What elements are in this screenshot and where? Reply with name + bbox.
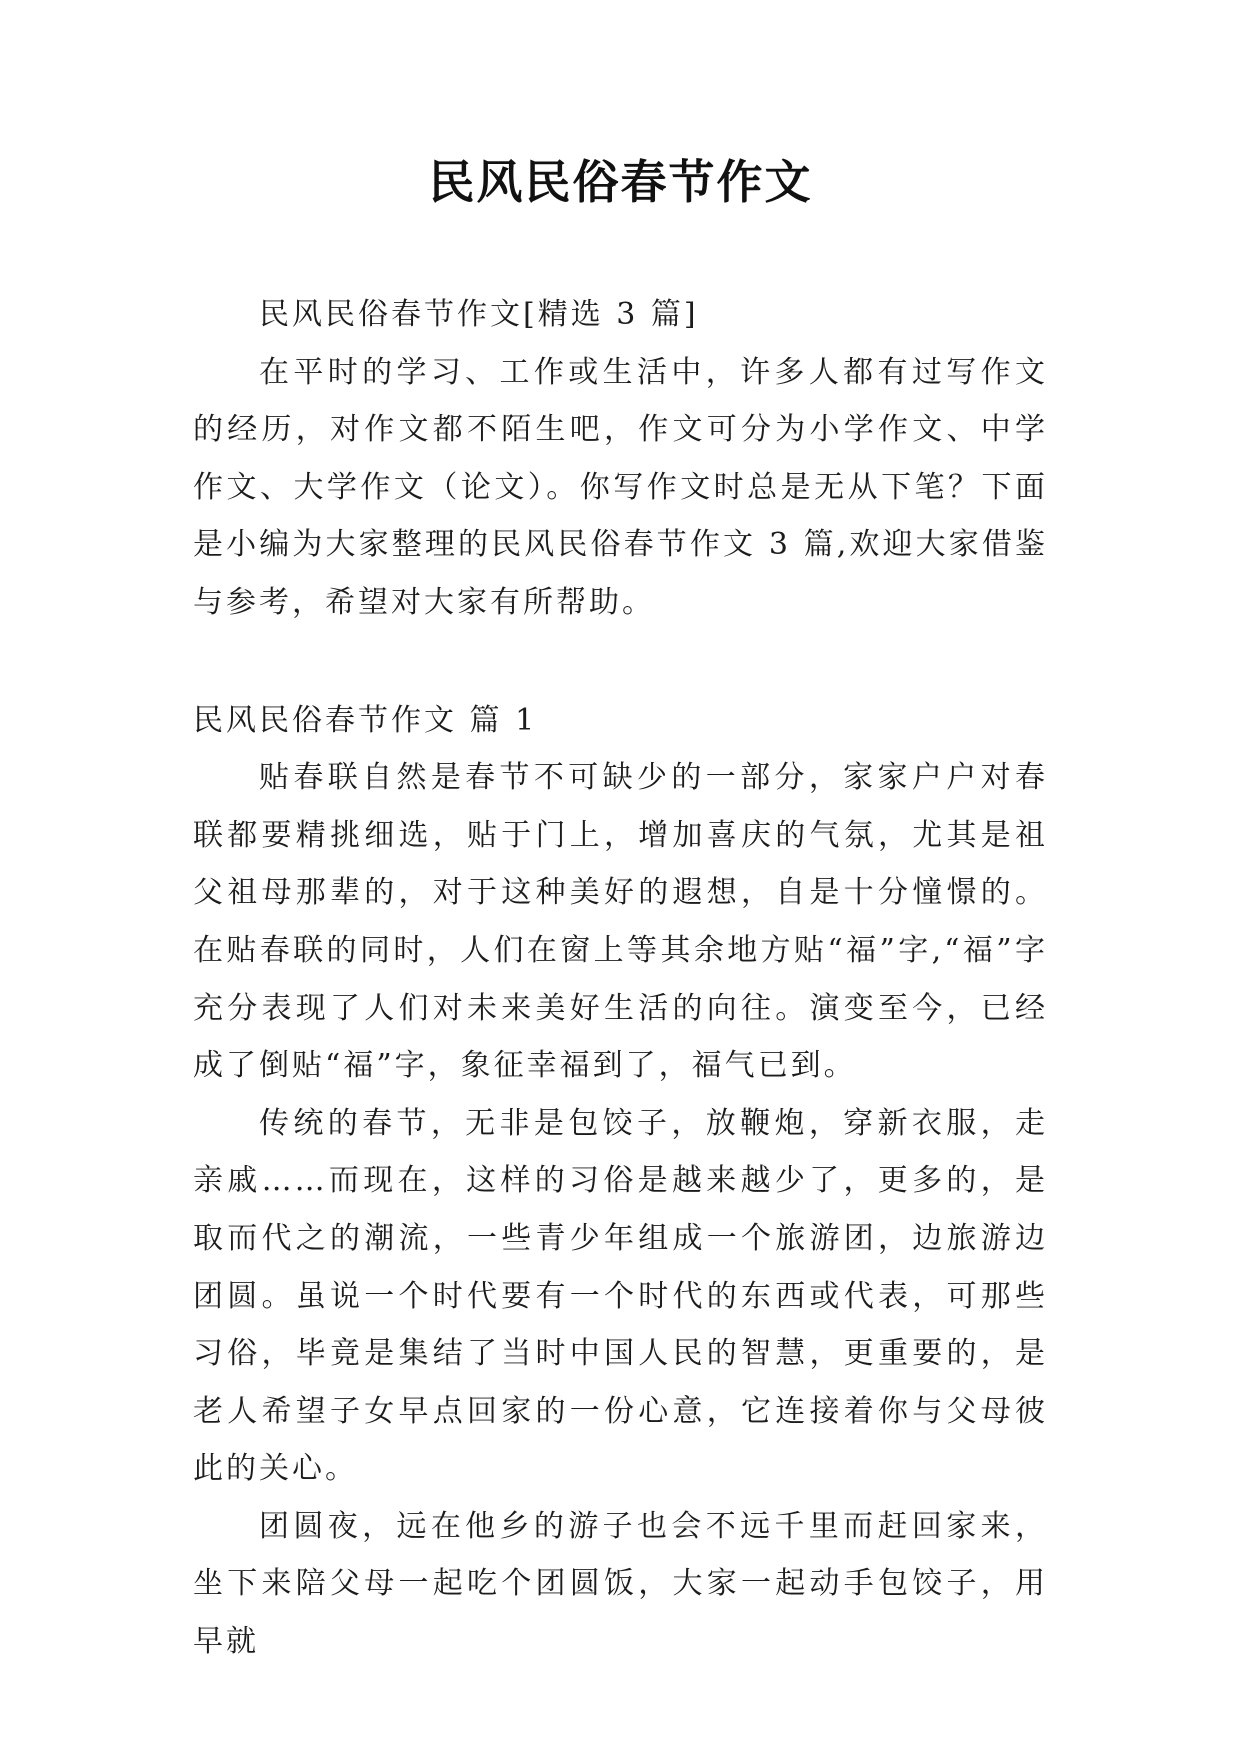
section-spacer — [193, 632, 1048, 692]
section-heading: 民风民俗春节作文 篇 1 — [193, 702, 538, 738]
document-title: 民风民俗春节作文 — [428, 155, 813, 209]
body-paragraph-3: 团圆夜，远在他乡的游子也会不远千里而赶回家来，坐下来陪父母一起吃个团圆饭，大家一起动手包饺子，用早就 — [193, 1508, 1048, 1660]
body-paragraph-2: 传统的春节，无非是包饺子，放鞭炮，穿新衣服，走亲戚……而现在，这样的习俗是越来越少了，更多的，是取而代之的潮流，一些青少年组成一个旅游团，边旅游边团圆。虽说一个时代要有一个时代的东西或代表，可那些习俗，毕竟是集结了当时中国人民的智慧，更重要的，是老人希望子女早点回家的一份心意，它连接着你与父母彼此的关心。 — [193, 1105, 1048, 1487]
body-paragraph-1: 贴春联自然是春节不可缺少的一部分，家家户户对春联都要精挑细选，贴于门上，增加喜庆的气氛，尤其是祖父祖母那辈的，对于这种美好的遐想，自是十分憧憬的。在贴春联的同时，人们在窗上等其余地方贴“福”字,“福”字充分表现了人们对未来美好生活的向往。演变至今，已经成了倒贴“福”字，象征幸福到了，福气已到。 — [193, 760, 1048, 1084]
document-subtitle: 民风民俗春节作文[精选 3 篇] — [259, 297, 699, 332]
document-body — [193, 286, 1048, 1671]
intro-paragraph: 在平时的学习、工作或生活中，许多人都有过写作文的经历，对作文都不陌生吧，作文可分为小学作文、中学作文、大学作文（论文）。你写作文时总是无从下笔？下面是小编为大家整理的民风民俗春节作文 3 篇,欢迎大家借鉴与参考，希望对大家有所帮助。 — [193, 354, 1048, 620]
